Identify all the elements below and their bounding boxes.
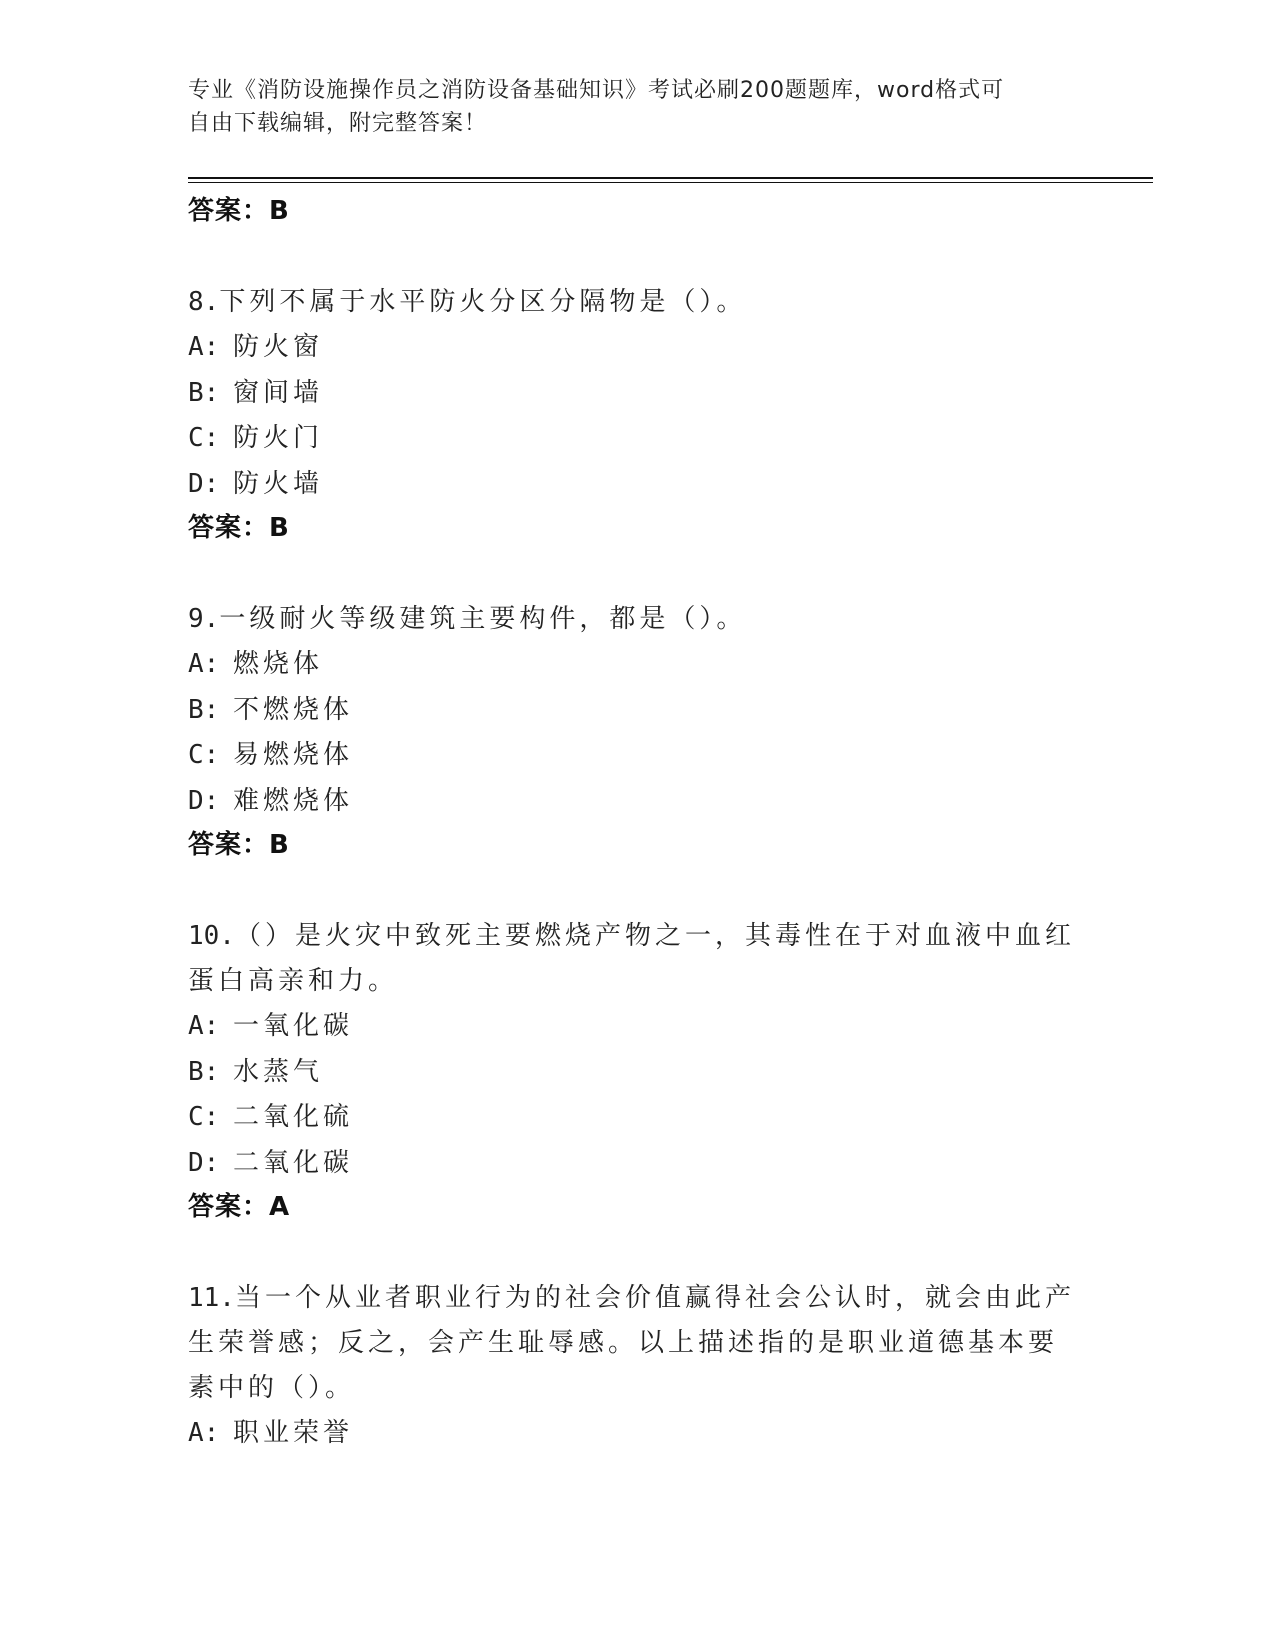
document-header xyxy=(188,74,1068,140)
question-list xyxy=(188,190,1088,1457)
option-text: 职业荣誉 xyxy=(233,1418,354,1448)
option-text: 防火门 xyxy=(233,423,324,453)
option-key: D: xyxy=(188,1147,220,1178)
option-item xyxy=(188,779,1088,825)
question-number: 9. xyxy=(188,604,220,634)
question-item xyxy=(188,914,1088,1232)
question-stem xyxy=(188,597,1078,642)
question-stem xyxy=(188,914,1078,1004)
option-text: 易燃烧体 xyxy=(233,740,354,770)
question-item xyxy=(188,280,1088,553)
question-text: 一级耐火等级建筑主要构件，都是（）。 xyxy=(219,604,747,634)
question-stem xyxy=(188,1276,1078,1411)
option-item xyxy=(188,462,1088,508)
option-key: D: xyxy=(188,785,220,816)
option-item xyxy=(188,416,1088,462)
option-key: B: xyxy=(188,377,220,408)
option-text: 窗间墙 xyxy=(233,377,324,408)
question-text: （）是火灾中致死主要燃烧产物之一，其毒性在于对血液中血红蛋白高亲和力。 xyxy=(188,921,1075,996)
option-key: C: xyxy=(188,1102,220,1132)
option-item xyxy=(188,1050,1088,1096)
option-item xyxy=(188,733,1088,779)
option-text: 水蒸气 xyxy=(233,1056,324,1087)
option-key: D: xyxy=(188,468,220,499)
option-key: A: xyxy=(188,649,220,679)
option-text: 难燃烧体 xyxy=(233,785,354,816)
answer-line: 答案：B xyxy=(188,830,290,860)
option-item xyxy=(188,1141,1088,1187)
option-item xyxy=(188,371,1088,417)
header-line-2: 自由下载编辑，附完整答案！ xyxy=(188,111,488,136)
header-divider-thick xyxy=(188,177,1153,179)
option-key: B: xyxy=(188,1056,220,1087)
option-text: 防火墙 xyxy=(233,468,324,499)
option-key: B: xyxy=(188,694,220,725)
answer-line: 答案：B xyxy=(188,196,290,226)
option-text: 防火窗 xyxy=(233,332,324,362)
question-number: 8. xyxy=(188,287,220,317)
option-item xyxy=(188,1095,1088,1141)
question-text: 当一个从业者职业行为的社会价值赢得社会公认时，就会由此产生荣誉感；反之，会产生耻辱感。以上描述指的是职业道德基本要素中的（）。 xyxy=(188,1283,1075,1403)
option-text: 一氧化碳 xyxy=(233,1011,354,1041)
header-line-1: 专业《消防设施操作员之消防设备基础知识》考试必刷200题题库，word格式可 xyxy=(188,78,1005,103)
question-number: 11. xyxy=(188,1283,235,1313)
option-text: 不燃烧体 xyxy=(233,694,354,725)
option-key: A: xyxy=(188,332,220,362)
option-text: 二氧化硫 xyxy=(233,1102,354,1132)
question-stem xyxy=(188,280,1078,325)
question-number: 10. xyxy=(188,921,235,951)
option-key: C: xyxy=(188,423,220,453)
option-key: C: xyxy=(188,740,220,770)
option-item xyxy=(188,642,1088,688)
option-key: A: xyxy=(188,1418,220,1448)
answer-line: 答案：A xyxy=(188,1192,291,1222)
option-key: A: xyxy=(188,1011,220,1041)
question-text: 下列不属于水平防火分区分隔物是（）。 xyxy=(219,287,747,317)
question-item xyxy=(188,1276,1088,1457)
answer-line: 答案：B xyxy=(188,513,290,543)
question-item xyxy=(188,597,1088,870)
option-item xyxy=(188,1411,1088,1457)
option-item xyxy=(188,1004,1088,1050)
option-text: 二氧化碳 xyxy=(233,1147,354,1178)
option-item xyxy=(188,325,1088,371)
option-text: 燃烧体 xyxy=(233,649,324,679)
header-divider-thin xyxy=(188,182,1153,183)
option-item xyxy=(188,688,1088,734)
